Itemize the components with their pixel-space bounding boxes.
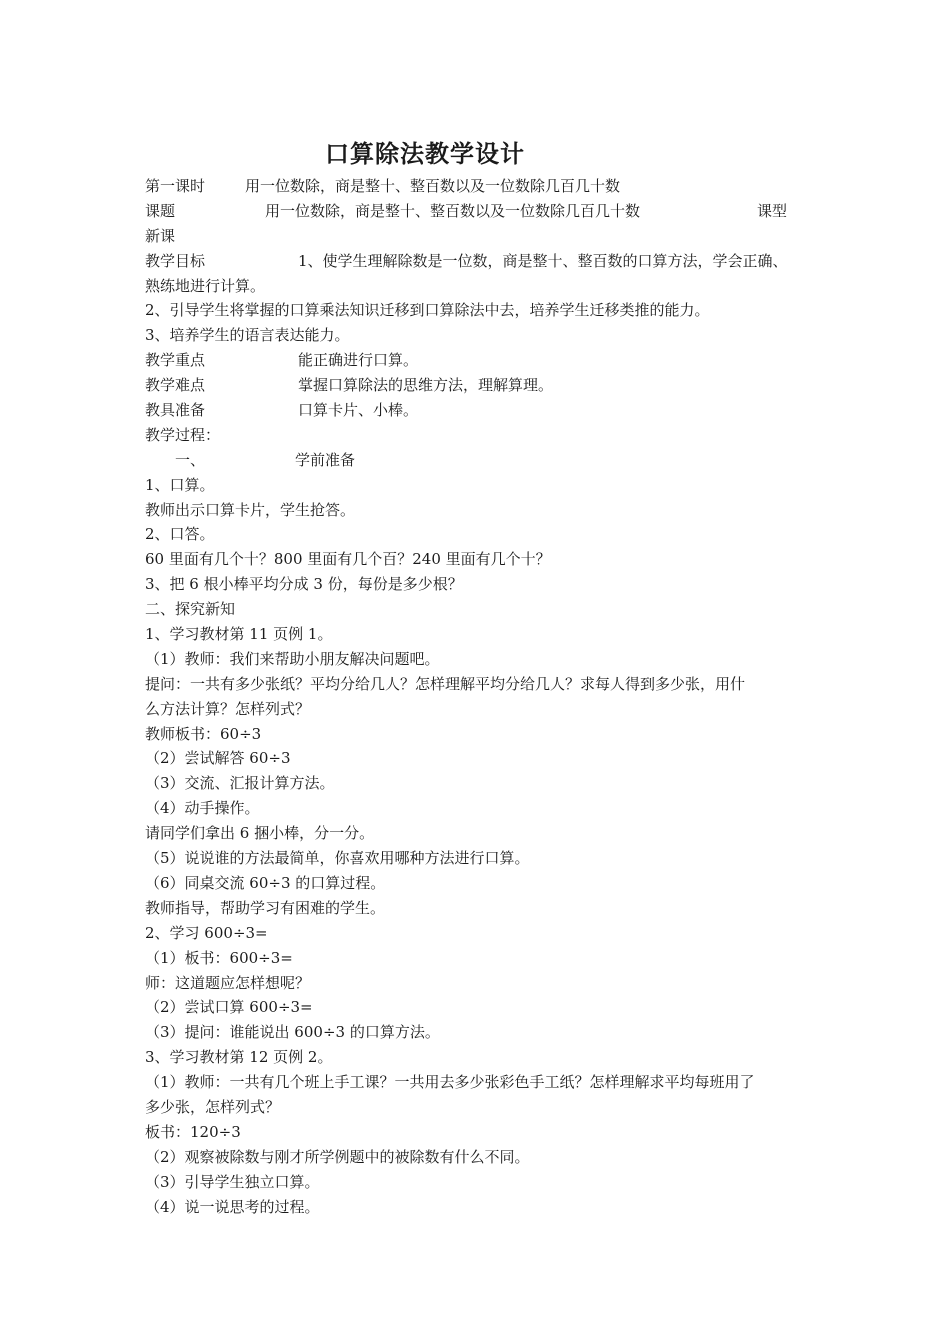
body-line: （2）观察被除数与刚才所学例题中的被除数有什么不同。 [145,1147,530,1166]
body-line: （4）动手操作。 [145,799,260,818]
key-line [145,348,825,373]
body-line: 1、学习教材第 11 页例 1。 [145,625,333,644]
section-1-line [145,448,825,473]
topic-value: 用一位数除，商是整十、整百数以及一位数除几百几十数 [265,201,641,220]
body-line: 么方法计算？怎样列式？ [145,699,311,718]
lesson-line [145,174,825,199]
body-line: （6）同桌交流 60÷3 的口算过程。 [145,873,386,892]
body-line: 请同学们拿出 6 捆小棒，分一分。 [145,824,375,843]
topic-line [145,199,825,224]
body-line: 教师指导，帮助学习有困难的学生。 [145,898,386,917]
body-line: （4）说一说思考的过程。 [145,1197,320,1216]
body-line: 2、学习 600÷3= [145,923,268,942]
process-label: 教学过程： [145,425,221,444]
body-line: 3、把 6 根小棒平均分成 3 份，每份是多少根？ [145,575,463,594]
key-label: 教学重点 [145,351,206,370]
body-line: （2）尝试解答 60÷3 [145,749,291,768]
section-1-num: 一、 [175,450,206,469]
body-line: 教师板书：60÷3 [145,724,262,743]
body-line: 多少张，怎样列式？ [145,1097,281,1116]
document-body [145,174,825,1219]
page-title: 口算除法教学设计 [325,140,525,168]
tools-label: 教具准备 [145,401,206,420]
body-line: （1）教师：一共有几个班上手工课？一共用去多少张彩色手工纸？怎样理解求平均每班用了 [145,1073,755,1092]
tools-value: 口算卡片、小棒。 [298,401,419,420]
topic-label: 课题 [145,201,176,220]
section-1-name: 学前准备 [295,450,356,469]
goal-1a: 1、使学生理解除数是一位数，商是整十、整百数的口算方法，学会正确、 [298,251,788,270]
difficulty-label: 教学难点 [145,376,206,395]
body-line: 板书：120÷3 [145,1122,241,1141]
body-line: （3）提问：谁能说出 600÷3 的口算方法。 [145,1023,440,1042]
lesson-type-label: 课型 [757,201,788,220]
lesson-type-value: 新课 [145,226,176,245]
body-line: （3）引导学生独立口算。 [145,1172,320,1191]
body-line: 60 里面有几个十？800 里面有几个百？240 里面有几个十？ [145,550,551,569]
key-value: 能正确进行口算。 [298,351,419,370]
lesson-label: 第一课时 [145,177,206,195]
body-line: （1）板书：600÷3= [145,948,293,967]
goal-2: 2、引导学生将掌握的口算乘法知识迁移到口算除法中去，培养学生迁移类推的能力。 [145,301,710,320]
body-line: （1）教师：我们来帮助小朋友解决问题吧。 [145,649,440,668]
body-line: 师：这道题应怎样想呢？ [145,973,311,992]
body-line: 提问：一共有多少张纸？平均分给几人？怎样理解平均分给几人？求每人得到多少张，用什 [145,674,746,693]
difficulty-line [145,373,825,398]
section-heading: 二、探究新知 [145,600,236,619]
goal-1b: 熟练地进行计算。 [145,276,266,295]
goals-line [145,249,825,274]
body-line: 1、口算。 [145,475,215,494]
body-line: （3）交流、汇报计算方法。 [145,774,335,793]
body-line: 3、学习教材第 12 页例 2。 [145,1048,333,1067]
difficulty-value: 掌握口算除法的思维方法，理解算理。 [298,376,554,395]
body-line: （5）说说谁的方法最简单，你喜欢用哪种方法进行口算。 [145,849,530,868]
goal-3: 3、培养学生的语言表达能力。 [145,326,350,345]
tools-line [145,398,825,423]
body-line: 2、口答。 [145,525,215,544]
body-line: （2）尝试口算 600÷3= [145,998,313,1017]
lesson-value: 用一位数除，商是整十、整百数以及一位数除几百几十数 [245,177,621,195]
goals-label: 教学目标 [145,251,206,270]
body-line: 教师出示口算卡片，学生抢答。 [145,500,356,519]
